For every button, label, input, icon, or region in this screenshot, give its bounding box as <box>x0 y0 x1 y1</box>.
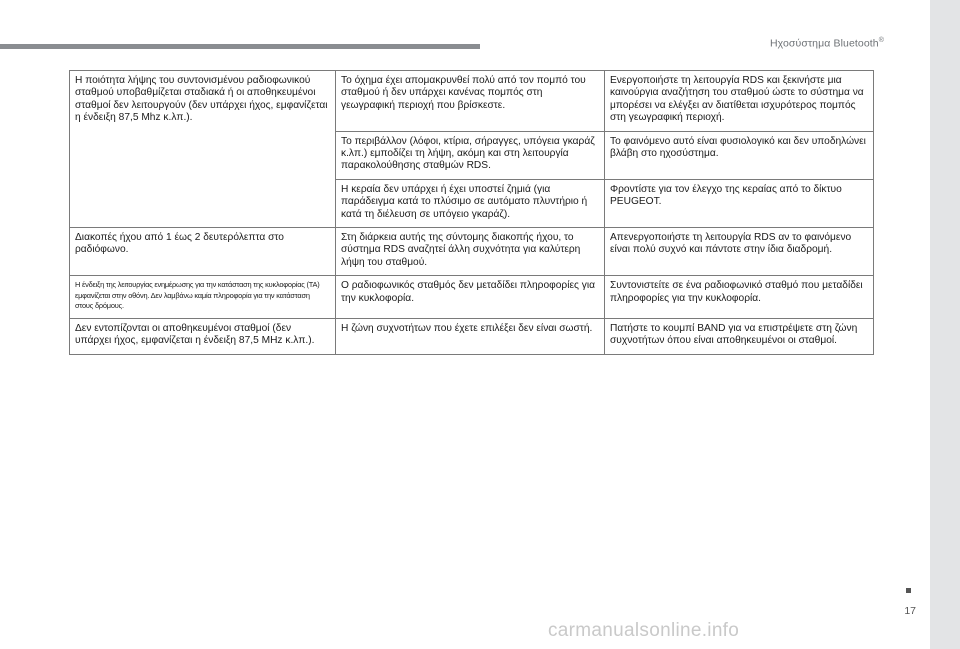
table-row <box>70 318 874 354</box>
cause-cell: Το περιβάλλον (λόφοι, κτίρια, σήραγγες, υπόγεια γκαράζ κ.λπ.) εμποδίζει τη λήψη, ακόμη και στη λειτουργία παρακολούθησης σταθμών RDS. <box>336 131 605 179</box>
section-title <box>770 37 884 50</box>
problem-cell: Διακοπές ήχου από 1 έως 2 δευτερόλεπτα στο ραδιόφωνο. <box>70 228 336 276</box>
troubleshooting-table <box>69 70 874 355</box>
solution-cell: Ενεργοποιήστε τη λειτουργία RDS και ξεκινήστε μια καινούργια αναζήτηση του σταθμού ώστε το σύστημα να μπορέσει να ελέγξει αν διατίθεται ισχυρότερος πομπός στη γεωγραφική περιοχή. <box>605 71 874 132</box>
problem-cell: Η ποιότητα λήψης του συντονισμένου ραδιοφωνικού σταθμού υποβαθμίζεται σταδιακά ή οι αποθηκευμένοι σταθμοί δεν λειτουργούν (δεν υπάρχει ήχος, εμφανίζεται η ένδειξη 87,5 Mhz κ.λπ.). <box>70 71 336 228</box>
cause-cell: Το όχημα έχει απομακρυνθεί πολύ από τον πομπό του σταθμού ή δεν υπάρχει κανένας πομπός στη γεωγραφική περιοχή που βρίσκεστε. <box>336 71 605 132</box>
table-row <box>70 276 874 319</box>
cause-cell: Ο ραδιοφωνικός σταθμός δεν μεταδίδει πληροφορίες για την κυκλοφορία. <box>336 276 605 319</box>
header-accent-bar <box>0 44 480 49</box>
solution-cell: Φροντίστε για τον έλεγχο της κεραίας από το δίκτυο PEUGEOT. <box>605 179 874 227</box>
table-body <box>70 71 874 355</box>
section-title-text: Ηχοσύστημα Bluetooth <box>769 37 879 50</box>
cause-cell: Η ζώνη συχνοτήτων που έχετε επιλέξει δεν είναι σωστή. <box>336 318 605 354</box>
cause-cell: Η κεραία δεν υπάρχει ή έχει υποστεί ζημιά (για παράδειγμα κατά το πλύσιμο σε αυτόματο πλυντήριο ή κατά τη διέλευση σε υπόγειο γκαράζ). <box>336 179 605 227</box>
solution-cell: Το φαινόμενο αυτό είναι φυσιολογικό και δεν υποδηλώνει βλάβη στο ηχοσύστημα. <box>605 131 874 179</box>
problem-cell: Δεν εντοπίζονται οι αποθηκευμένοι σταθμοί (δεν υπάρχει ήχος, εμφανίζεται η ένδειξη 87,5 MHz κ.λπ.). <box>70 318 336 354</box>
cause-cell: Στη διάρκεια αυτής της σύντομης διακοπής ήχου, το σύστημα RDS αναζητεί άλλη συχνότητα για καλύτερη λήψη του σταθμού. <box>336 228 605 276</box>
problem-cell: Η ένδειξη της λειτουργίας ενημέρωσης για την κατάσταση της κυκλοφορίας (TA) εμφανίζεται στην οθόνη. Δεν λαμβάνω καμία πληροφορία για την κατάσταση στους δρόμους. <box>70 276 336 319</box>
table-row <box>70 71 874 132</box>
page-side-tab <box>930 0 960 649</box>
page-number: 17 <box>904 605 916 617</box>
table-row <box>70 228 874 276</box>
solution-cell: Πατήστε το κουμπί BAND για να επιστρέψετε στη ζώνη συχνοτήτων όπου είναι αποθηκευμένοι οι σταθμοί. <box>605 318 874 354</box>
page-marker-square <box>906 588 911 593</box>
solution-cell: Απενεργοποιήστε τη λειτουργία RDS αν το φαινόμενο είναι πολύ συχνό και πάντοτε στην ίδια διαδρομή. <box>605 228 874 276</box>
registered-mark: ® <box>878 37 884 44</box>
solution-cell: Συντονιστείτε σε ένα ραδιοφωνικό σταθμό που μεταδίδει πληροφορίες για την κυκλοφορία. <box>605 276 874 319</box>
watermark: carmanualsonline.info <box>548 620 740 641</box>
